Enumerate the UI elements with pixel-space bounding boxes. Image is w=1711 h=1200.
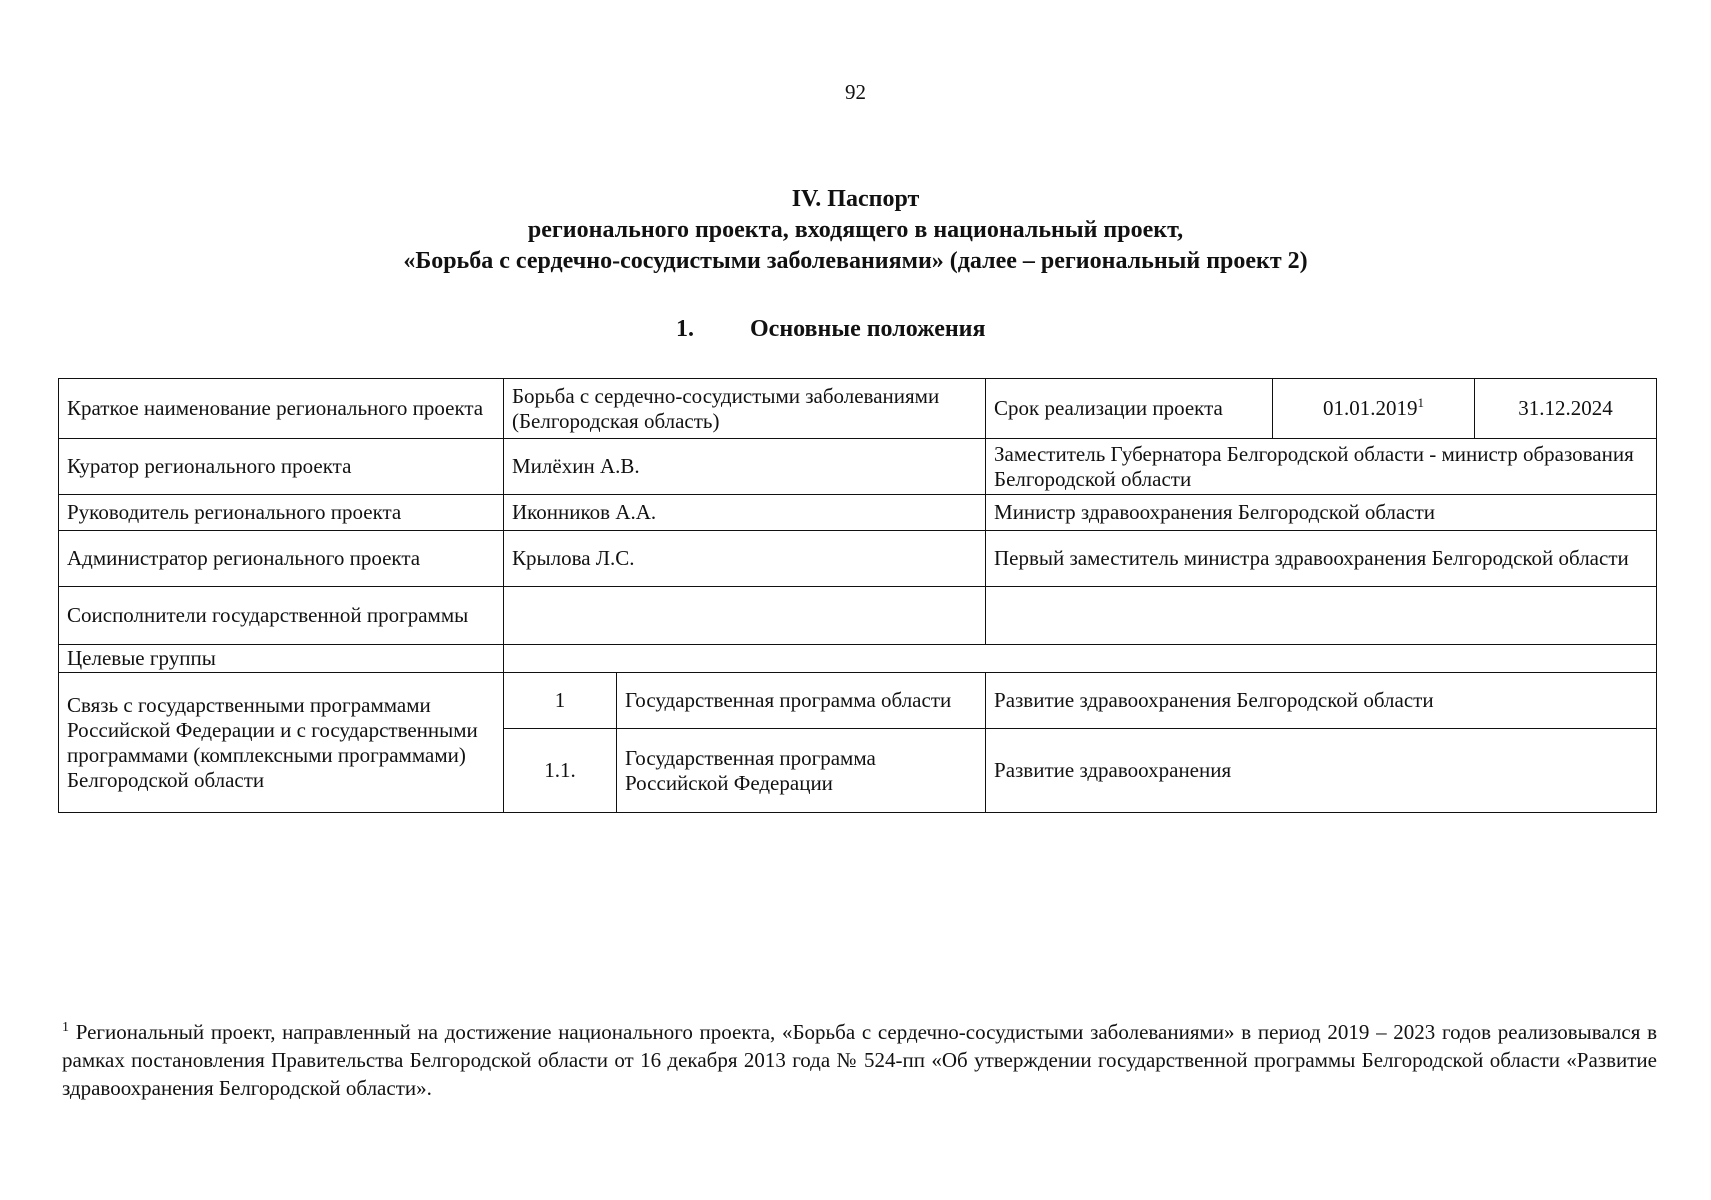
start-date: 01.01.2019 (1323, 396, 1418, 420)
link-program-type: Государственная программа области (617, 673, 986, 729)
table-row (59, 587, 1657, 645)
curator-position: Заместитель Губернатора Белгородской области - министр образования Белгородской области (986, 439, 1657, 495)
title-line-1: IV. Паспорт (791, 186, 920, 212)
links-label: Связь с государственными программами Российской Федерации и с государственными программами (комплексными программами) Белгородской области (59, 673, 504, 813)
co-executors-value-2 (986, 587, 1657, 645)
target-groups-value (504, 645, 1657, 673)
table-row (59, 531, 1657, 587)
page-number: 92 (845, 80, 866, 104)
document-title (0, 184, 1711, 277)
table-row (59, 439, 1657, 495)
section-heading (676, 316, 986, 343)
end-date: 31.12.2024 (1475, 379, 1657, 439)
short-name-label: Краткое наименование регионального проекта (59, 379, 504, 439)
target-groups-label: Целевые группы (59, 645, 504, 673)
administrator-label: Администратор регионального проекта (59, 531, 504, 587)
table-row (59, 495, 1657, 531)
term-label: Срок реализации проекта (986, 379, 1273, 439)
section-title: Основные положения (750, 316, 986, 342)
co-executors-label: Соисполнители государственной программы (59, 587, 504, 645)
section-number: 1. (676, 316, 694, 342)
table-row (59, 645, 1657, 673)
head-position: Министр здравоохранения Белгородской области (986, 495, 1657, 531)
head-label: Руководитель регионального проекта (59, 495, 504, 531)
table-row (59, 673, 1657, 729)
link-number: 1 (504, 673, 617, 729)
co-executors-value-1 (504, 587, 986, 645)
link-number: 1.1. (504, 729, 617, 813)
footnote-text: Региональный проект, направленный на достижение национального проекта, «Борьба с сердечно-сосудистыми заболеваниями» в период 2019 – 2023 годов реализовывался в рамках постановления Правительства Белгородской области от 16 декабря 2013 года № 524-пп «Об утверждении государственной программы Белгородской области «Развитие здравоохранения Белгородской области». (62, 1020, 1657, 1100)
curator-name: Милёхин А.В. (504, 439, 986, 495)
footnote-mark: 1 (62, 1020, 69, 1035)
footnote-ref: 1 (1417, 395, 1425, 410)
table-row (59, 379, 1657, 439)
administrator-position: Первый заместитель министра здравоохранения Белгородской области (986, 531, 1657, 587)
short-name-value: Борьба с сердечно-сосудистыми заболеваниями (Белгородская область) (504, 379, 986, 439)
title-line-2: регионального проекта, входящего в национальный проект, (527, 217, 1184, 243)
footnote (62, 1018, 1657, 1102)
administrator-name: Крылова Л.С. (504, 531, 986, 587)
link-program-name: Развитие здравоохранения (986, 729, 1657, 813)
start-date-cell (1273, 379, 1475, 439)
link-program-type: Государственная программа Российской Федерации (617, 729, 986, 813)
link-program-name: Развитие здравоохранения Белгородской области (986, 673, 1657, 729)
title-line-3: «Борьба с сердечно-сосудистыми заболеваниями» (далее – региональный проект 2) (403, 248, 1308, 274)
curator-label: Куратор регионального проекта (59, 439, 504, 495)
head-name: Иконников А.А. (504, 495, 986, 531)
passport-table (58, 378, 1657, 813)
